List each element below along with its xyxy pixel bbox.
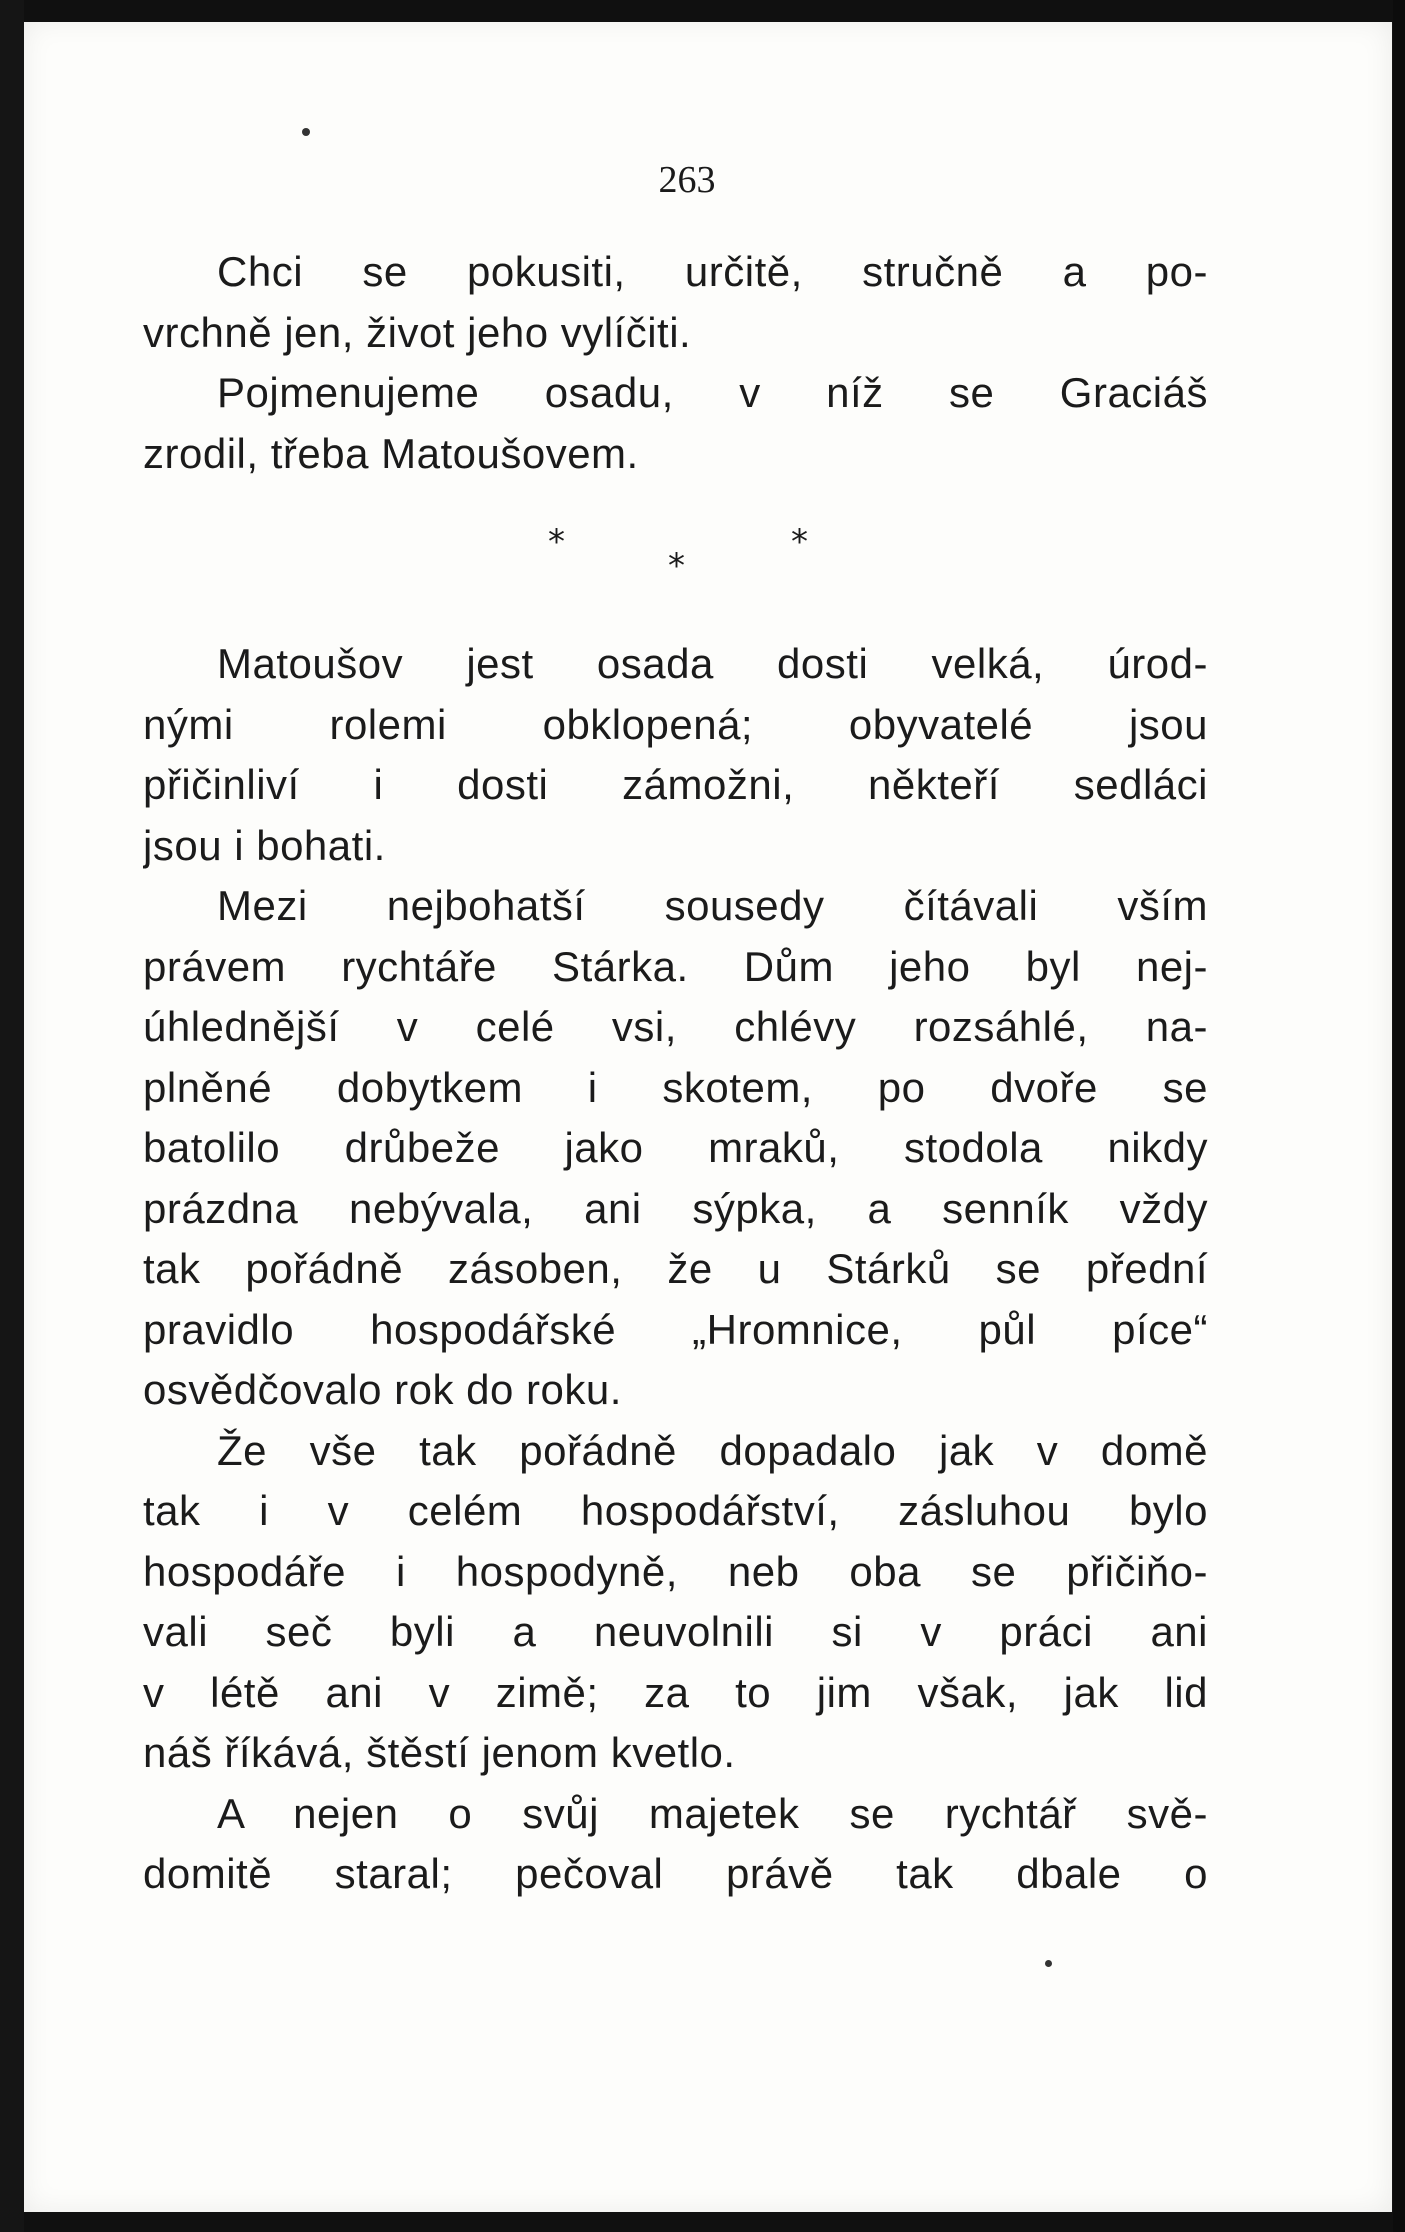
text-line: úhlednější v celé vsi, chlévy rozsáhlé, na- <box>143 1003 1208 1050</box>
scan-border-left <box>0 0 24 2232</box>
text-line: tak pořádně zásoben, že u Stárků se přední <box>143 1245 1208 1292</box>
text-line: právem rychtáře Stárka. Dům jeho byl nej- <box>143 942 1208 990</box>
text-line: jsou i bohati. <box>143 821 386 869</box>
text-line: A nejen o svůj majetek se rychtář svě- <box>217 1789 1208 1837</box>
scan-border-top <box>0 0 1405 22</box>
text-line: Matoušov jest osada dosti velká, úrod- <box>217 640 1208 687</box>
text-line: Mezi nejbohatší sousedy čítávali vším <box>217 882 1208 929</box>
text-line: prázdna nebývala, ani sýpka, a senník vždy <box>143 1184 1208 1232</box>
paragraph <box>143 1784 1208 1905</box>
text-line: přičinliví i dosti zámožni, někteří sedláci <box>143 761 1208 808</box>
paragraph <box>143 634 1208 876</box>
body-text <box>143 242 1208 1905</box>
scan-border-bottom <box>0 2212 1405 2232</box>
text-line: plněné dobytkem i skotem, po dvoře se <box>143 1063 1208 1111</box>
divider-asterisk: * <box>548 522 566 562</box>
text-line: vali seč byli a neuvolnili si v práci ani <box>143 1608 1208 1655</box>
text-line: pravidlo hospodářské „Hromnice, půl píce“ <box>143 1305 1208 1353</box>
divider-asterisk: * <box>791 522 809 562</box>
text-line: tak i v celém hospodářství, zásluhou bylo <box>143 1487 1208 1534</box>
section-divider <box>143 484 1208 634</box>
scan-border-right <box>1393 0 1405 2232</box>
text-line: zrodil, třeba Matoušovem. <box>143 429 639 477</box>
text-line: vrchně jen, život jeho vylíčiti. <box>143 308 692 356</box>
paragraph <box>143 876 1208 1421</box>
text-line: Chci se pokusiti, určitě, stručně a po- <box>217 248 1208 295</box>
paragraph <box>143 1421 1208 1784</box>
text-line: domitě staral; pečoval právě tak dbale o <box>143 1850 1208 1897</box>
text-line: Pojmenujeme osadu, v níž se Graciáš <box>217 369 1208 416</box>
divider-asterisk: * <box>668 546 686 586</box>
text-line: batolilo drůbeže jako mraků, stodola nikdy <box>143 1124 1208 1171</box>
paragraph <box>143 363 1208 484</box>
text-line: Že vše tak pořádně dopadalo jak v domě <box>217 1426 1208 1474</box>
text-line: nými rolemi obklopená; obyvatelé jsou <box>143 700 1208 748</box>
text-line: hospodáře i hospodyně, neb oba se přičiňo- <box>143 1547 1208 1595</box>
page-number: 263 <box>658 159 716 201</box>
print-speck <box>1045 1960 1052 1967</box>
text-line: náš říkává, štěstí jenom kvetlo. <box>143 1729 736 1776</box>
text-line: v létě ani v zimě; za to jim však, jak lid <box>143 1668 1208 1716</box>
print-speck <box>302 128 310 136</box>
paragraph <box>143 242 1208 363</box>
text-line: osvědčovalo rok do roku. <box>143 1366 622 1413</box>
